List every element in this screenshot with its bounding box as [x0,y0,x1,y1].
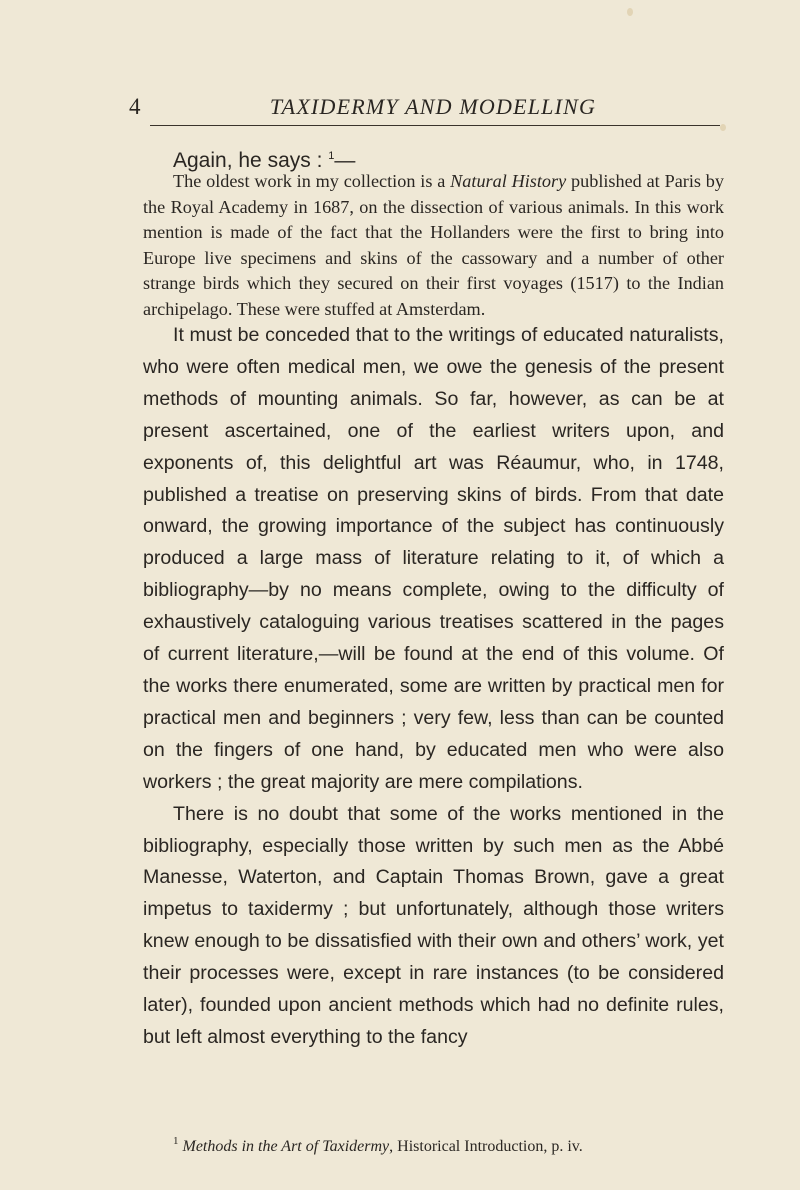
header-rule [150,125,720,126]
footnote-text: , Historical Introduction, p. iv. [389,1138,583,1155]
paper-stain [627,8,633,16]
paper-stain [720,124,726,131]
intro-text: Again, he says : [173,149,323,172]
running-head [129,92,723,122]
footnote-mark: 1 [173,1135,179,1147]
intro-dash: — [334,149,356,172]
quote-text-end: published at Paris by the Royal Academy in 1687, on the dissection of various animals. In this work mention is made of the fact that the Hollanders were the first to bring into Europe live specimens and skins of the cassowary and a number of other strange birds which they secured on their first voyages (1517) to the Indian archipelago. These were stuffed at Amsterdam. [143,171,724,319]
running-title: TAXIDERMY AND MODELLING [269,94,597,119]
paragraph-2: There is no doubt that some of the works mentioned in the bibliography, especially those written by such men as the Abbé Manesse, Waterton, and Captain Thomas Brown, gave a great impetus to taxidermy ; but unfortunately, although those writers knew enough to be dissatisfied with their own and others’ work, yet their processes were, except in rare instances (to be considered later), founded upon ancient methods which had no definite rules, but left almost everything to the fancy [143,802,724,1048]
footnote [143,1129,724,1159]
quote-text-start: The oldest work in my collection is a [173,171,451,191]
paragraph-1: It must be conceded that to the writings of educated naturalists, who were often medical men, we owe the genesis of the present methods of mounting animals. So far, however, as can be at present ascertained, one of the earliest writers upon, and exponents of, this delightful art was Réaumur, who, in 1748, published a treatise on preserving skins of birds. From that date onward, the growing importance of the subject has continuously produced a large mass of literature relating to it, of which a bibliography—by no means complete, owing to the difficulty of exhaustively cataloguing various treatises scattered in the pages of current literature,—will be found at the end of this volume. Of the works there enumerated, some are written by practical men for practical men and beginners ; very few, less than can be counted on the fingers of one hand, by educated men who were also workers ; the great majority are mere compilations. [143,324,724,793]
block-quote [143,169,724,322]
quote-book-title: Natural History [450,171,567,191]
page-number: 4 [129,94,141,119]
footnote-reference: 1 [328,150,335,162]
footnote-book-title: Methods in the Art of Taxidermy [182,1138,390,1155]
body-text [143,320,724,1054]
